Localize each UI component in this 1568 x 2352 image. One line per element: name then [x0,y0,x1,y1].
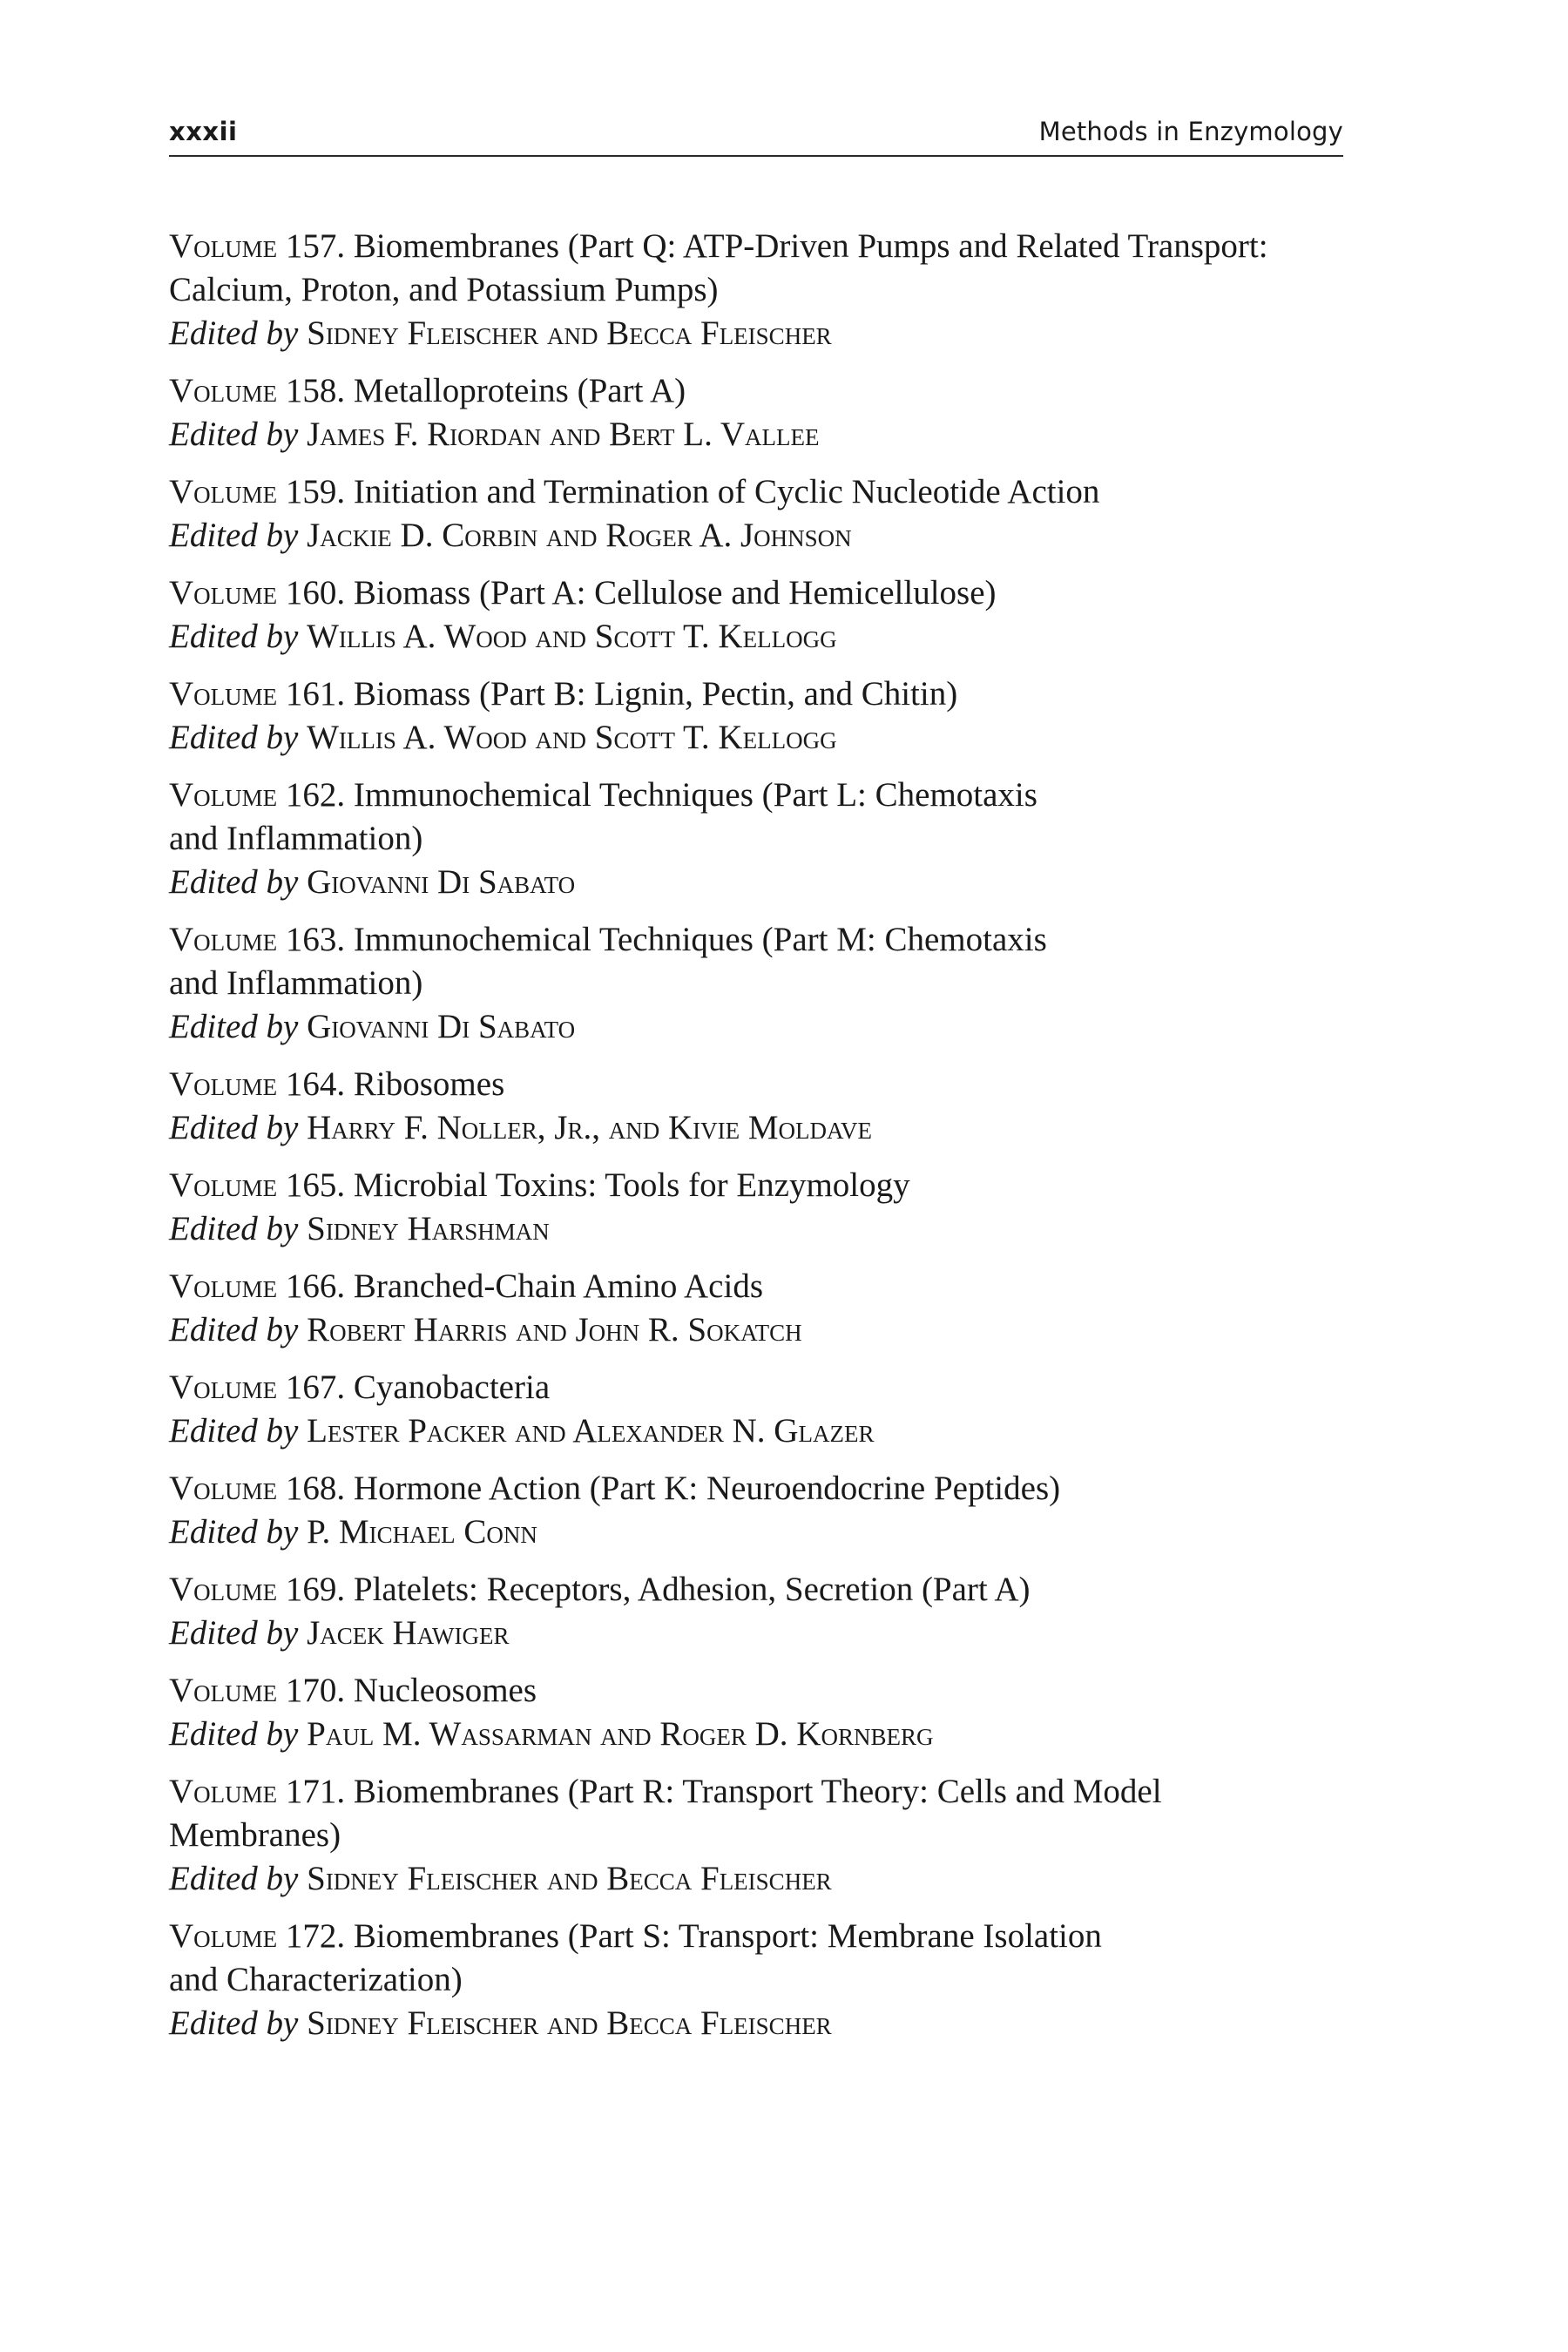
volume-number: 165. [285,1166,346,1204]
volume-entry [169,571,1389,659]
editors-line [169,413,1389,456]
volume-entry [169,672,1389,760]
volume-label: Volume [169,473,278,510]
editor-names: Sidney Fleischer and Becca Fleischer [307,1860,832,1897]
volume-title-line [169,268,1389,312]
volume-label: Volume [169,1065,278,1103]
volume-entry [169,918,1389,1049]
editor-names: Jackie D. Corbin and Roger A. Johnson [307,517,852,554]
edited-by-label: Edited by [169,1513,299,1551]
volume-label: Volume [169,776,278,814]
volume-title: Biomass (Part A: Cellulose and Hemicellulose) [353,574,997,612]
volume-entry [169,225,1389,355]
volume-title-line [169,1770,1389,1814]
volume-title-line [169,470,1389,514]
volume-number: 161. [285,675,346,713]
volume-title: Membranes) [169,1816,341,1854]
editor-names: Willis A. Wood and Scott T. Kellogg [307,618,837,655]
editors-line [169,1005,1389,1049]
edited-by-label: Edited by [169,1008,299,1045]
volume-label: Volume [169,1571,278,1608]
volume-number: 159. [285,473,346,510]
volume-number: 157. [285,227,346,265]
volume-label: Volume [169,372,278,409]
edited-by-label: Edited by [169,2004,299,2042]
volume-entry [169,1366,1389,1453]
editors-line [169,615,1389,659]
volume-title: and Inflammation) [169,820,423,857]
editor-names: P. Michael Conn [307,1513,537,1551]
volume-number: 171. [285,1773,346,1810]
editor-names: Willis A. Wood and Scott T. Kellogg [307,719,837,756]
volume-entry [169,1770,1389,1901]
edited-by-label: Edited by [169,1860,299,1897]
volume-title-line [169,1063,1389,1106]
volume-number: 166. [285,1267,346,1305]
edited-by-label: Edited by [169,719,299,756]
editors-line [169,312,1389,355]
volume-title: Biomass (Part B: Lignin, Pectin, and Chitin) [353,675,958,713]
volume-number: 164. [285,1065,346,1103]
edited-by-label: Edited by [169,314,299,352]
editors-line [169,1308,1389,1352]
editor-names: Giovanni Di Sabato [307,863,576,901]
volume-title: and Characterization) [169,1961,463,1998]
editor-names: Paul M. Wassarman and Roger D. Kornberg [307,1715,934,1753]
volume-label: Volume [169,574,278,612]
edited-by-label: Edited by [169,416,299,453]
volume-entry [169,1669,1389,1756]
volume-title-line [169,1915,1389,1958]
editor-names: Sidney Fleischer and Becca Fleischer [307,2004,832,2042]
volume-entry [169,1164,1389,1251]
editors-line [169,2002,1389,2045]
editor-names: Jacek Hawiger [307,1614,510,1652]
volume-label: Volume [169,1773,278,1810]
volume-title: Immunochemical Techniques (Part L: Chemotaxis [353,776,1037,814]
volume-title-line [169,918,1389,962]
editor-names: Sidney Fleischer and Becca Fleischer [307,314,832,352]
volume-title-line [169,817,1389,861]
volume-title: Calcium, Proton, and Potassium Pumps) [169,271,719,308]
volume-title-line [169,1164,1389,1207]
volume-entry [169,1265,1389,1352]
volume-title-line [169,1467,1389,1511]
editor-names: Harry F. Noller, Jr., and Kivie Moldave [307,1109,873,1146]
volume-entry [169,1915,1389,2045]
volume-label: Volume [169,1267,278,1305]
volume-entry [169,369,1389,456]
volume-list [169,225,1389,2045]
volume-entry [169,1568,1389,1655]
volume-title-line [169,1958,1389,2002]
volume-number: 163. [285,921,346,958]
edited-by-label: Edited by [169,1412,299,1450]
volume-title-line [169,571,1389,615]
volume-number: 169. [285,1571,346,1608]
volume-number: 172. [285,1917,346,1955]
volume-title: Ribosomes [353,1065,505,1103]
edited-by-label: Edited by [169,1109,299,1146]
editor-names: Sidney Harshman [307,1210,550,1247]
editors-line [169,1511,1389,1554]
volume-title-line [169,1366,1389,1409]
editors-line [169,1409,1389,1453]
volume-label: Volume [169,1672,278,1709]
volume-number: 160. [285,574,346,612]
edited-by-label: Edited by [169,618,299,655]
editor-names: Lester Packer and Alexander N. Glazer [307,1412,875,1450]
volume-label: Volume [169,227,278,265]
volume-entry [169,1063,1389,1150]
volume-title: Hormone Action (Part K: Neuroendocrine Peptides) [353,1470,1061,1507]
edited-by-label: Edited by [169,863,299,901]
volume-entry [169,1467,1389,1554]
volume-title: Platelets: Receptors, Adhesion, Secretion (Part A) [353,1571,1031,1608]
volume-title-line [169,962,1389,1005]
volume-title: Biomembranes (Part R: Transport Theory: Cells and Model [353,1773,1162,1810]
editors-line [169,1207,1389,1251]
volume-label: Volume [169,675,278,713]
edited-by-label: Edited by [169,1210,299,1247]
running-header [169,112,1343,157]
volume-title-line [169,1265,1389,1308]
volume-entry [169,774,1389,904]
editor-names: Robert Harris and John R. Sokatch [307,1311,802,1348]
volume-title: Metalloproteins (Part A) [353,372,686,409]
volume-title: Cyanobacteria [353,1369,551,1406]
volume-title: Initiation and Termination of Cyclic Nucleotide Action [353,473,1100,510]
volume-title-line [169,672,1389,716]
editors-line [169,861,1389,904]
volume-title-line [169,1669,1389,1713]
volume-title-line [169,774,1389,817]
volume-entry [169,470,1389,558]
editors-line [169,1713,1389,1756]
volume-label: Volume [169,1369,278,1406]
volume-number: 168. [285,1470,346,1507]
volume-label: Volume [169,1166,278,1204]
edited-by-label: Edited by [169,517,299,554]
volume-number: 170. [285,1672,346,1709]
editors-line [169,716,1389,760]
edited-by-label: Edited by [169,1614,299,1652]
volume-title-line [169,1814,1389,1857]
page-number: xxxii [169,117,238,146]
volume-title: Branched-Chain Amino Acids [353,1267,764,1305]
editors-line [169,1857,1389,1901]
series-title: Methods in Enzymology [1038,117,1343,146]
volume-title: Immunochemical Techniques (Part M: Chemotaxis [353,921,1047,958]
volume-label: Volume [169,1470,278,1507]
volume-number: 167. [285,1369,346,1406]
volume-label: Volume [169,921,278,958]
volume-title-line [169,369,1389,413]
edited-by-label: Edited by [169,1715,299,1753]
editor-names: James F. Riordan and Bert L. Vallee [307,416,820,453]
volume-title: Biomembranes (Part S: Transport: Membrane Isolation [353,1917,1102,1955]
volume-number: 158. [285,372,346,409]
volume-title-line [169,225,1389,268]
editors-line [169,1106,1389,1150]
volume-number: 162. [285,776,346,814]
editors-line [169,1612,1389,1655]
volume-label: Volume [169,1917,278,1955]
editor-names: Giovanni Di Sabato [307,1008,576,1045]
editors-line [169,514,1389,558]
volume-title: Microbial Toxins: Tools for Enzymology [353,1166,910,1204]
volume-title-line [169,1568,1389,1612]
volume-title: Biomembranes (Part Q: ATP-Driven Pumps and Related Transport: [353,227,1268,265]
edited-by-label: Edited by [169,1311,299,1348]
volume-title: Nucleosomes [353,1672,537,1709]
volume-title: and Inflammation) [169,964,423,1002]
